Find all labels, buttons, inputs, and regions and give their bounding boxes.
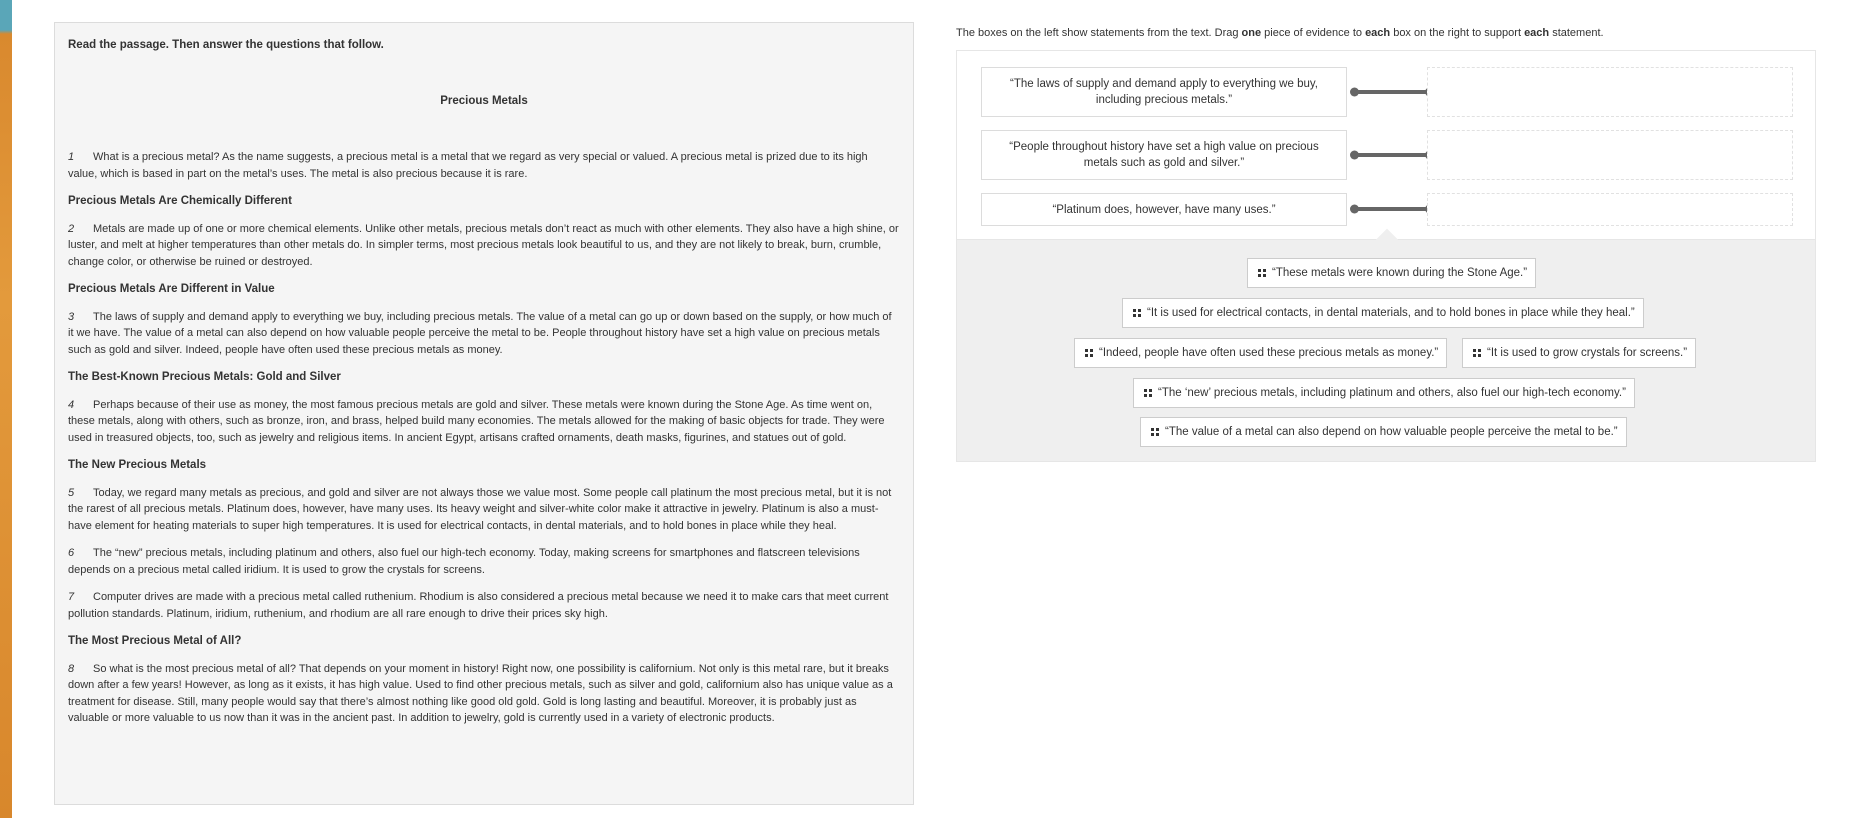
connector-line [1353, 90, 1431, 94]
match-row [981, 193, 1793, 226]
passage-paragraph [68, 661, 900, 727]
paragraph-number: 3 [68, 310, 75, 323]
paragraph-text: So what is the most precious metal of all? That depends on your moment in history! Right now, one possibility is californium. Not only is this metal rare, but it breaks down after a few years! However, as long as it exists, it has high value. Used to find other precious metals, such as silver and gold, californium also has unique value as a treatment for disease. Still, many people would say that there’s almost nothing like good old gold. Gold is long lasting and beautiful. Moreover, it is probably just as valuable or more valuable to us now than it was in the ancient past. In addition to jewelry, gold is currently used in a variety of electronic products. [68, 662, 893, 724]
paragraph-number: 5 [68, 486, 75, 499]
match-area [956, 50, 1816, 240]
paragraph-number: 6 [68, 547, 75, 559]
paragraph-number: 7 [68, 591, 75, 603]
passage-paragraph [68, 589, 900, 622]
paragraph-text: Perhaps because of their use as money, the most famous precious metals are gold and silver. These metals were known during the Stone Age. As time went on, these metals, along with others, such as bronze, iron, and brass, helped build many economies. The metals allowed for the making of basic objects for trade. They were used in treasured objects, too, such as jewelry and religious items. In ancient Egypt, artisans crafted ornaments, death masks, figurines, and statues out of gold. [68, 398, 885, 444]
paragraph-text: The “new” precious metals, including platinum and others, also fuel our high-tech economy. Today, making screens for smartphones and flatscreen televisions depends on a precious metal called iridium. It is used to grow the crystals for screens. [68, 547, 860, 576]
paragraph-number: 2 [68, 222, 75, 235]
paragraph-text: Today, we regard many metals as precious, and gold and silver are not always those we value most. Some people call platinum the most precious metal, but it is not the rarest of all precious metals. Platinum does, however, have many uses. Its heavy weight and silver-white color make it attractive in jewelry. Platinum is also a must-have element for heating materials to super high temperatures. It is used for electrical contacts, in dental materials, and to hold bones in place while they heal. [68, 486, 892, 532]
drag-handle-icon [1133, 309, 1141, 317]
section-heading: Precious Metals Are Chemically Different [68, 195, 292, 207]
passage-paragraph [68, 149, 900, 182]
section-heading: The Most Precious Metal of All? [68, 635, 242, 647]
passage-instruction: Read the passage. Then answer the questions that follow. [68, 39, 384, 51]
connector-line [1353, 153, 1431, 157]
section-heading: The Best-Known Precious Metals: Gold and Silver [68, 371, 341, 383]
statement-box: “Platinum does, however, have many uses.” [981, 193, 1347, 226]
passage-paragraph [68, 397, 900, 447]
drag-handle-icon [1258, 269, 1266, 277]
statement-box: “People throughout history have set a high value on precious metals such as gold and silver.” [981, 130, 1347, 180]
evidence-bank [956, 240, 1816, 462]
left-edge-strip [0, 0, 12, 818]
question-instruction: The boxes on the left show statements from the text. Drag one piece of evidence to each box on the right to support each statement. [956, 27, 1604, 39]
paragraph-number: 8 [68, 662, 75, 675]
passage-paragraph [68, 545, 900, 578]
passage-body [68, 149, 900, 727]
paragraph-text: What is a precious metal? As the name suggests, a precious metal is a metal that we regard as very special or valued. A precious metal is prized due to its high value, which is based in part on the metal’s uses. The metal is also precious because it is rare. [68, 151, 868, 180]
evidence-drop-target[interactable] [1427, 67, 1793, 117]
drag-handle-icon [1085, 349, 1093, 357]
paragraph-text: The laws of supply and demand apply to everything we buy, including precious metals. The value of a metal can go up or down based on the supply, or how much of it we have. The value of a metal can also depend on how valuable people perceive the metal to be. People throughout history have set a high value on precious metals such as gold and silver. Indeed, people have often used these precious metals as money. [68, 310, 892, 356]
passage-paragraph [68, 309, 900, 359]
evidence-chip[interactable]: “The value of a metal can also depend on how valuable people perceive the metal to be.” [1140, 417, 1627, 447]
passage-title: Precious Metals [440, 94, 528, 107]
connector-line [1353, 207, 1431, 211]
paragraph-number: 1 [68, 151, 75, 163]
drag-handle-icon [1473, 349, 1481, 357]
passage-paragraph [68, 221, 900, 271]
paragraph-number: 4 [68, 398, 75, 411]
evidence-drop-target[interactable] [1427, 193, 1793, 226]
evidence-chip[interactable]: “These metals were known during the Stone Age.” [1247, 258, 1536, 288]
section-heading: Precious Metals Are Different in Value [68, 283, 275, 295]
drag-handle-icon [1144, 389, 1152, 397]
match-row [981, 67, 1793, 117]
paragraph-text: Metals are made up of one or more chemical elements. Unlike other metals, precious metals don’t react as much with other elements. They also have a high shine, or luster, and melt at higher temperatures than other metals do. In simpler terms, most precious metals look beautiful to us, and they are not likely to break, burn, crumble, change color, or otherwise be ruined or destroyed. [68, 222, 899, 268]
evidence-chip[interactable]: “Indeed, people have often used these precious metals as money.” [1074, 338, 1447, 368]
drag-handle-icon [1151, 428, 1159, 436]
evidence-drop-target[interactable] [1427, 130, 1793, 180]
evidence-chip[interactable]: “It is used for electrical contacts, in dental materials, and to hold bones in place while they heal.” [1122, 298, 1644, 328]
evidence-chip[interactable]: “It is used to grow crystals for screens.” [1462, 338, 1696, 368]
statement-box: “The laws of supply and demand apply to everything we buy, including precious metals.” [981, 67, 1347, 117]
match-row [981, 130, 1793, 180]
section-heading: The New Precious Metals [68, 459, 207, 471]
passage-paragraph [68, 485, 900, 535]
evidence-chip[interactable]: “The ‘new’ precious metals, including platinum and others, also fuel our high-tech economy.” [1133, 378, 1635, 408]
paragraph-text: Computer drives are made with a precious metal called ruthenium. Rhodium is also considered a precious metal because we need it to make cars that meet current pollution standards. Platinum, iridium, ruthenium, and rhodium are all rare enough to drive their prices sky high. [68, 591, 889, 620]
passage-panel [54, 22, 914, 805]
